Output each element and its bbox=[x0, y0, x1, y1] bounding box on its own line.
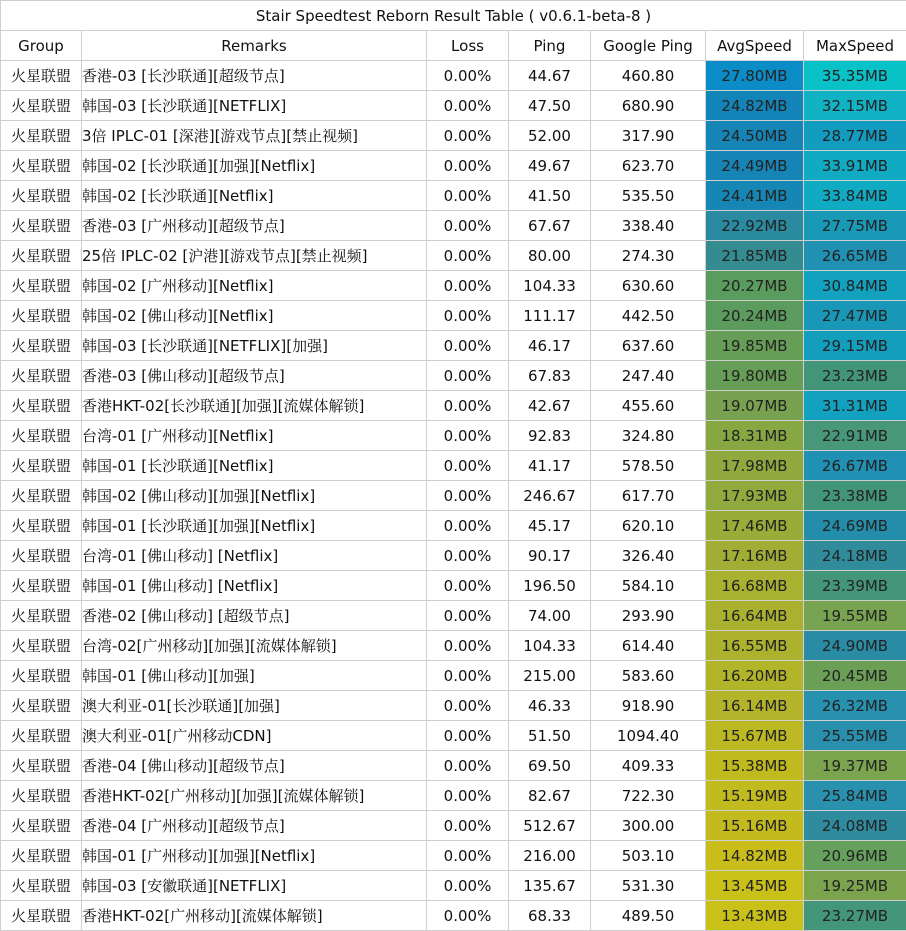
group-cell: 火星联盟 bbox=[1, 481, 82, 511]
ping-cell: 104.33 bbox=[509, 271, 591, 301]
ping-cell: 52.00 bbox=[509, 121, 591, 151]
group-cell: 火星联盟 bbox=[1, 241, 82, 271]
group-cell: 火星联盟 bbox=[1, 541, 82, 571]
google-ping-cell: 614.40 bbox=[591, 631, 706, 661]
table-row bbox=[1, 571, 906, 601]
table-row bbox=[1, 301, 906, 331]
avg-speed-cell: 15.16MB bbox=[706, 811, 804, 841]
max-speed-cell: 24.08MB bbox=[804, 811, 906, 841]
table-row bbox=[1, 361, 906, 391]
max-speed-cell: 25.55MB bbox=[804, 721, 906, 751]
google-ping-cell: 722.30 bbox=[591, 781, 706, 811]
max-speed-cell: 25.84MB bbox=[804, 781, 906, 811]
remarks-cell: 香港HKT-02[广州移动][加强][流媒体解锁] bbox=[82, 781, 427, 811]
avg-speed-cell: 15.38MB bbox=[706, 751, 804, 781]
loss-cell: 0.00% bbox=[427, 541, 509, 571]
google-ping-cell: 324.80 bbox=[591, 421, 706, 451]
google-ping-cell: 489.50 bbox=[591, 901, 706, 931]
remarks-cell: 台湾-01 [佛山移动] [Netflix] bbox=[82, 541, 427, 571]
ping-cell: 44.67 bbox=[509, 61, 591, 91]
ping-cell: 196.50 bbox=[509, 571, 591, 601]
group-cell: 火星联盟 bbox=[1, 331, 82, 361]
loss-cell: 0.00% bbox=[427, 811, 509, 841]
table-row bbox=[1, 121, 906, 151]
table-row bbox=[1, 811, 906, 841]
loss-cell: 0.00% bbox=[427, 751, 509, 781]
max-speed-cell: 26.32MB bbox=[804, 691, 906, 721]
loss-cell: 0.00% bbox=[427, 511, 509, 541]
google-ping-cell: 338.40 bbox=[591, 211, 706, 241]
header-group: Group bbox=[1, 31, 82, 61]
table-row bbox=[1, 511, 906, 541]
max-speed-cell: 35.35MB bbox=[804, 61, 906, 91]
remarks-cell: 韩国-01 [长沙联通][Netflix] bbox=[82, 451, 427, 481]
avg-speed-cell: 24.50MB bbox=[706, 121, 804, 151]
table-row bbox=[1, 661, 906, 691]
remarks-cell: 韩国-01 [佛山移动][加强] bbox=[82, 661, 427, 691]
group-cell: 火星联盟 bbox=[1, 121, 82, 151]
ping-cell: 216.00 bbox=[509, 841, 591, 871]
group-cell: 火星联盟 bbox=[1, 631, 82, 661]
table-row bbox=[1, 241, 906, 271]
ping-cell: 246.67 bbox=[509, 481, 591, 511]
title-row bbox=[1, 1, 906, 31]
ping-cell: 92.83 bbox=[509, 421, 591, 451]
loss-cell: 0.00% bbox=[427, 481, 509, 511]
max-speed-cell: 33.91MB bbox=[804, 151, 906, 181]
avg-speed-cell: 24.82MB bbox=[706, 91, 804, 121]
loss-cell: 0.00% bbox=[427, 661, 509, 691]
avg-speed-cell: 16.55MB bbox=[706, 631, 804, 661]
google-ping-cell: 460.80 bbox=[591, 61, 706, 91]
ping-cell: 67.83 bbox=[509, 361, 591, 391]
remarks-cell: 香港-04 [广州移动][超级节点] bbox=[82, 811, 427, 841]
max-speed-cell: 31.31MB bbox=[804, 391, 906, 421]
group-cell: 火星联盟 bbox=[1, 451, 82, 481]
table-row bbox=[1, 691, 906, 721]
google-ping-cell: 455.60 bbox=[591, 391, 706, 421]
ping-cell: 82.67 bbox=[509, 781, 591, 811]
max-speed-cell: 26.65MB bbox=[804, 241, 906, 271]
header-ping: Ping bbox=[509, 31, 591, 61]
loss-cell: 0.00% bbox=[427, 241, 509, 271]
group-cell: 火星联盟 bbox=[1, 781, 82, 811]
table-row bbox=[1, 901, 906, 931]
loss-cell: 0.00% bbox=[427, 391, 509, 421]
avg-speed-cell: 27.80MB bbox=[706, 61, 804, 91]
remarks-cell: 香港HKT-02[广州移动][流媒体解锁] bbox=[82, 901, 427, 931]
google-ping-cell: 583.60 bbox=[591, 661, 706, 691]
remarks-cell: 韩国-03 [长沙联通][NETFLIX] bbox=[82, 91, 427, 121]
group-cell: 火星联盟 bbox=[1, 571, 82, 601]
avg-speed-cell: 20.27MB bbox=[706, 271, 804, 301]
remarks-cell: 韩国-02 [广州移动][Netflix] bbox=[82, 271, 427, 301]
avg-speed-cell: 21.85MB bbox=[706, 241, 804, 271]
max-speed-cell: 20.96MB bbox=[804, 841, 906, 871]
max-speed-cell: 29.15MB bbox=[804, 331, 906, 361]
header-google-ping: Google Ping bbox=[591, 31, 706, 61]
remarks-cell: 香港HKT-02[长沙联通][加强][流媒体解锁] bbox=[82, 391, 427, 421]
loss-cell: 0.00% bbox=[427, 151, 509, 181]
table-row bbox=[1, 751, 906, 781]
group-cell: 火星联盟 bbox=[1, 301, 82, 331]
loss-cell: 0.00% bbox=[427, 781, 509, 811]
loss-cell: 0.00% bbox=[427, 601, 509, 631]
google-ping-cell: 584.10 bbox=[591, 571, 706, 601]
remarks-cell: 香港-03 [佛山移动][超级节点] bbox=[82, 361, 427, 391]
avg-speed-cell: 17.16MB bbox=[706, 541, 804, 571]
table-row bbox=[1, 781, 906, 811]
max-speed-cell: 28.77MB bbox=[804, 121, 906, 151]
ping-cell: 90.17 bbox=[509, 541, 591, 571]
group-cell: 火星联盟 bbox=[1, 151, 82, 181]
max-speed-cell: 27.47MB bbox=[804, 301, 906, 331]
ping-cell: 512.67 bbox=[509, 811, 591, 841]
ping-cell: 135.67 bbox=[509, 871, 591, 901]
remarks-cell: 台湾-02[广州移动][加强][流媒体解锁] bbox=[82, 631, 427, 661]
group-cell: 火星联盟 bbox=[1, 511, 82, 541]
header-remarks: Remarks bbox=[82, 31, 427, 61]
table-row bbox=[1, 451, 906, 481]
ping-cell: 80.00 bbox=[509, 241, 591, 271]
loss-cell: 0.00% bbox=[427, 901, 509, 931]
group-cell: 火星联盟 bbox=[1, 271, 82, 301]
max-speed-cell: 33.84MB bbox=[804, 181, 906, 211]
ping-cell: 215.00 bbox=[509, 661, 591, 691]
group-cell: 火星联盟 bbox=[1, 691, 82, 721]
table-row bbox=[1, 181, 906, 211]
group-cell: 火星联盟 bbox=[1, 61, 82, 91]
google-ping-cell: 300.00 bbox=[591, 811, 706, 841]
avg-speed-cell: 19.80MB bbox=[706, 361, 804, 391]
avg-speed-cell: 17.98MB bbox=[706, 451, 804, 481]
loss-cell: 0.00% bbox=[427, 61, 509, 91]
avg-speed-cell: 24.49MB bbox=[706, 151, 804, 181]
group-cell: 火星联盟 bbox=[1, 601, 82, 631]
max-speed-cell: 24.90MB bbox=[804, 631, 906, 661]
avg-speed-cell: 17.46MB bbox=[706, 511, 804, 541]
max-speed-cell: 24.69MB bbox=[804, 511, 906, 541]
group-cell: 火星联盟 bbox=[1, 361, 82, 391]
avg-speed-cell: 16.68MB bbox=[706, 571, 804, 601]
group-cell: 火星联盟 bbox=[1, 811, 82, 841]
ping-cell: 45.17 bbox=[509, 511, 591, 541]
google-ping-cell: 326.40 bbox=[591, 541, 706, 571]
max-speed-cell: 19.37MB bbox=[804, 751, 906, 781]
remarks-cell: 香港-03 [长沙联通][超级节点] bbox=[82, 61, 427, 91]
avg-speed-cell: 17.93MB bbox=[706, 481, 804, 511]
table-row bbox=[1, 841, 906, 871]
table-row bbox=[1, 391, 906, 421]
google-ping-cell: 317.90 bbox=[591, 121, 706, 151]
google-ping-cell: 535.50 bbox=[591, 181, 706, 211]
avg-speed-cell: 24.41MB bbox=[706, 181, 804, 211]
remarks-cell: 韩国-03 [安徽联通][NETFLIX] bbox=[82, 871, 427, 901]
loss-cell: 0.00% bbox=[427, 631, 509, 661]
max-speed-cell: 23.23MB bbox=[804, 361, 906, 391]
avg-speed-cell: 19.85MB bbox=[706, 331, 804, 361]
loss-cell: 0.00% bbox=[427, 691, 509, 721]
group-cell: 火星联盟 bbox=[1, 871, 82, 901]
loss-cell: 0.00% bbox=[427, 871, 509, 901]
table-row bbox=[1, 271, 906, 301]
google-ping-cell: 918.90 bbox=[591, 691, 706, 721]
avg-speed-cell: 15.19MB bbox=[706, 781, 804, 811]
table-title: Stair Speedtest Reborn Result Table ( v0.6.1-beta-8 ) bbox=[1, 1, 906, 31]
table-body bbox=[1, 61, 906, 931]
loss-cell: 0.00% bbox=[427, 451, 509, 481]
ping-cell: 46.17 bbox=[509, 331, 591, 361]
table-row bbox=[1, 721, 906, 751]
loss-cell: 0.00% bbox=[427, 571, 509, 601]
loss-cell: 0.00% bbox=[427, 91, 509, 121]
group-cell: 火星联盟 bbox=[1, 391, 82, 421]
max-speed-cell: 27.75MB bbox=[804, 211, 906, 241]
remarks-cell: 韩国-03 [长沙联通][NETFLIX][加强] bbox=[82, 331, 427, 361]
max-speed-cell: 22.91MB bbox=[804, 421, 906, 451]
header-max-speed: MaxSpeed bbox=[804, 31, 906, 61]
loss-cell: 0.00% bbox=[427, 121, 509, 151]
table-row bbox=[1, 481, 906, 511]
table-row bbox=[1, 331, 906, 361]
group-cell: 火星联盟 bbox=[1, 661, 82, 691]
ping-cell: 42.67 bbox=[509, 391, 591, 421]
loss-cell: 0.00% bbox=[427, 841, 509, 871]
remarks-cell: 韩国-01 [长沙联通][加强][Netflix] bbox=[82, 511, 427, 541]
remarks-cell: 韩国-02 [长沙联通][Netflix] bbox=[82, 181, 427, 211]
max-speed-cell: 23.38MB bbox=[804, 481, 906, 511]
avg-speed-cell: 16.20MB bbox=[706, 661, 804, 691]
loss-cell: 0.00% bbox=[427, 181, 509, 211]
ping-cell: 111.17 bbox=[509, 301, 591, 331]
table-row bbox=[1, 871, 906, 901]
header-row bbox=[1, 31, 906, 61]
ping-cell: 104.33 bbox=[509, 631, 591, 661]
remarks-cell: 韩国-01 [广州移动][加强][Netflix] bbox=[82, 841, 427, 871]
max-speed-cell: 23.39MB bbox=[804, 571, 906, 601]
ping-cell: 51.50 bbox=[509, 721, 591, 751]
loss-cell: 0.00% bbox=[427, 721, 509, 751]
loss-cell: 0.00% bbox=[427, 331, 509, 361]
header-avg-speed: AvgSpeed bbox=[706, 31, 804, 61]
group-cell: 火星联盟 bbox=[1, 181, 82, 211]
avg-speed-cell: 16.14MB bbox=[706, 691, 804, 721]
google-ping-cell: 274.30 bbox=[591, 241, 706, 271]
table-row bbox=[1, 601, 906, 631]
avg-speed-cell: 13.45MB bbox=[706, 871, 804, 901]
table-row bbox=[1, 151, 906, 181]
ping-cell: 49.67 bbox=[509, 151, 591, 181]
loss-cell: 0.00% bbox=[427, 301, 509, 331]
table-row bbox=[1, 211, 906, 241]
ping-cell: 69.50 bbox=[509, 751, 591, 781]
remarks-cell: 澳大利亚-01[长沙联通][加强] bbox=[82, 691, 427, 721]
group-cell: 火星联盟 bbox=[1, 721, 82, 751]
remarks-cell: 澳大利亚-01[广州移动CDN] bbox=[82, 721, 427, 751]
header-loss: Loss bbox=[427, 31, 509, 61]
ping-cell: 47.50 bbox=[509, 91, 591, 121]
google-ping-cell: 442.50 bbox=[591, 301, 706, 331]
remarks-cell: 香港-04 [佛山移动][超级节点] bbox=[82, 751, 427, 781]
remarks-cell: 3倍 IPLC-01 [深港][游戏节点][禁止视频] bbox=[82, 121, 427, 151]
ping-cell: 68.33 bbox=[509, 901, 591, 931]
avg-speed-cell: 15.67MB bbox=[706, 721, 804, 751]
avg-speed-cell: 13.43MB bbox=[706, 901, 804, 931]
group-cell: 火星联盟 bbox=[1, 91, 82, 121]
ping-cell: 41.50 bbox=[509, 181, 591, 211]
table-row bbox=[1, 541, 906, 571]
table-row bbox=[1, 421, 906, 451]
remarks-cell: 韩国-02 [长沙联通][加强][Netflix] bbox=[82, 151, 427, 181]
max-speed-cell: 19.25MB bbox=[804, 871, 906, 901]
google-ping-cell: 531.30 bbox=[591, 871, 706, 901]
table-row bbox=[1, 61, 906, 91]
google-ping-cell: 620.10 bbox=[591, 511, 706, 541]
google-ping-cell: 623.70 bbox=[591, 151, 706, 181]
group-cell: 火星联盟 bbox=[1, 841, 82, 871]
avg-speed-cell: 22.92MB bbox=[706, 211, 804, 241]
loss-cell: 0.00% bbox=[427, 211, 509, 241]
avg-speed-cell: 16.64MB bbox=[706, 601, 804, 631]
max-speed-cell: 23.27MB bbox=[804, 901, 906, 931]
group-cell: 火星联盟 bbox=[1, 211, 82, 241]
loss-cell: 0.00% bbox=[427, 421, 509, 451]
remarks-cell: 香港-02 [佛山移动] [超级节点] bbox=[82, 601, 427, 631]
google-ping-cell: 630.60 bbox=[591, 271, 706, 301]
max-speed-cell: 19.55MB bbox=[804, 601, 906, 631]
max-speed-cell: 24.18MB bbox=[804, 541, 906, 571]
google-ping-cell: 247.40 bbox=[591, 361, 706, 391]
remarks-cell: 韩国-02 [佛山移动][加强][Netflix] bbox=[82, 481, 427, 511]
loss-cell: 0.00% bbox=[427, 271, 509, 301]
avg-speed-cell: 19.07MB bbox=[706, 391, 804, 421]
group-cell: 火星联盟 bbox=[1, 751, 82, 781]
remarks-cell: 25倍 IPLC-02 [沪港][游戏节点][禁止视频] bbox=[82, 241, 427, 271]
avg-speed-cell: 18.31MB bbox=[706, 421, 804, 451]
group-cell: 火星联盟 bbox=[1, 421, 82, 451]
google-ping-cell: 503.10 bbox=[591, 841, 706, 871]
google-ping-cell: 293.90 bbox=[591, 601, 706, 631]
max-speed-cell: 26.67MB bbox=[804, 451, 906, 481]
ping-cell: 67.67 bbox=[509, 211, 591, 241]
google-ping-cell: 680.90 bbox=[591, 91, 706, 121]
avg-speed-cell: 20.24MB bbox=[706, 301, 804, 331]
table-row bbox=[1, 91, 906, 121]
google-ping-cell: 1094.40 bbox=[591, 721, 706, 751]
max-speed-cell: 32.15MB bbox=[804, 91, 906, 121]
avg-speed-cell: 14.82MB bbox=[706, 841, 804, 871]
remarks-cell: 韩国-01 [佛山移动] [Netflix] bbox=[82, 571, 427, 601]
ping-cell: 74.00 bbox=[509, 601, 591, 631]
loss-cell: 0.00% bbox=[427, 361, 509, 391]
max-speed-cell: 30.84MB bbox=[804, 271, 906, 301]
google-ping-cell: 617.70 bbox=[591, 481, 706, 511]
remarks-cell: 香港-03 [广州移动][超级节点] bbox=[82, 211, 427, 241]
group-cell: 火星联盟 bbox=[1, 901, 82, 931]
ping-cell: 41.17 bbox=[509, 451, 591, 481]
max-speed-cell: 20.45MB bbox=[804, 661, 906, 691]
google-ping-cell: 578.50 bbox=[591, 451, 706, 481]
remarks-cell: 台湾-01 [广州移动][Netflix] bbox=[82, 421, 427, 451]
remarks-cell: 韩国-02 [佛山移动][Netflix] bbox=[82, 301, 427, 331]
google-ping-cell: 637.60 bbox=[591, 331, 706, 361]
table-row bbox=[1, 631, 906, 661]
google-ping-cell: 409.33 bbox=[591, 751, 706, 781]
ping-cell: 46.33 bbox=[509, 691, 591, 721]
